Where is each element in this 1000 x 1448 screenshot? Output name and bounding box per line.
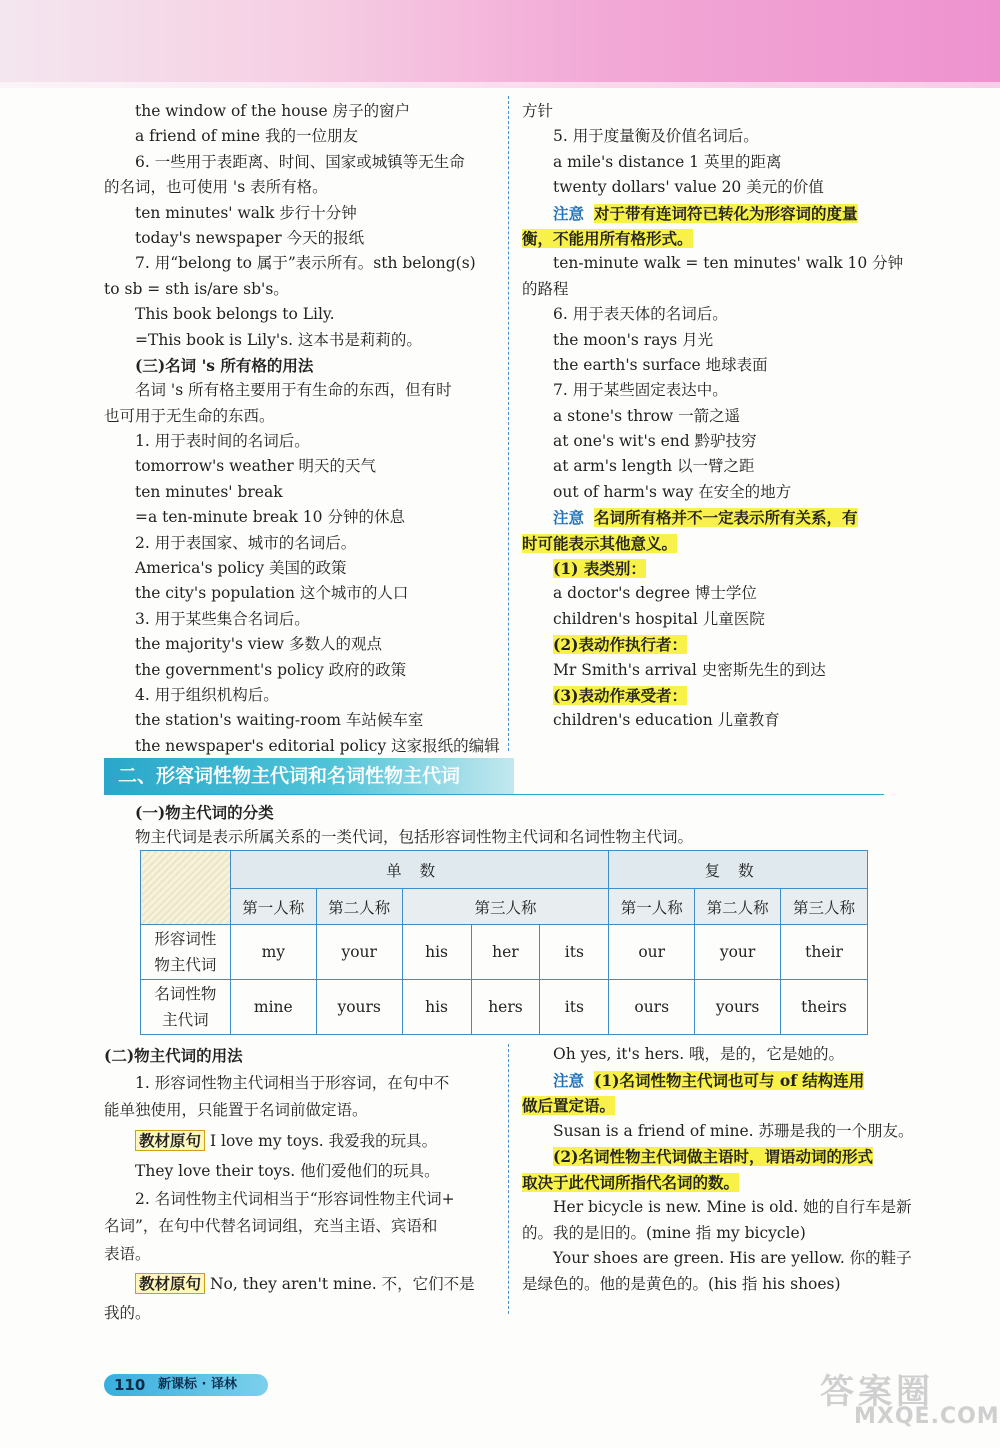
column-divider: [508, 1044, 509, 1314]
text-line: 1. 形容词性物主代词相当于形容词，在句中不: [135, 1073, 450, 1092]
header-person: 第二人称: [316, 889, 402, 925]
text-line: out of harm's way 在安全的地方: [553, 482, 792, 501]
table-cell: your: [695, 925, 781, 980]
text-line: a stone's throw 一箭之遥: [553, 406, 741, 425]
text-line: 4. 用于组织机构后。: [135, 685, 279, 704]
note-text: (1) 表类别：: [553, 559, 646, 579]
pronoun-table: [140, 850, 868, 1035]
table-corner: [141, 851, 231, 925]
text-line: Her bicycle is new. Mine is old. 她的自行车是新: [553, 1198, 912, 1216]
page-footer: [104, 1374, 268, 1396]
note-line: [522, 632, 912, 657]
note-line: [522, 683, 912, 708]
text-line: Susan is a friend of mine. 苏珊是我的一个朋友。: [553, 1121, 914, 1140]
table-cell: hers: [471, 980, 540, 1035]
note-line: [522, 505, 912, 530]
usage-left: [104, 1042, 496, 1328]
text-line: 物主代词是表示所属关系的一类代词，包括形容词性物主代词和名词性物主代词。: [135, 828, 694, 847]
header-person: 第一人称: [609, 889, 695, 925]
text-line: ten-minute walk = ten minutes' walk 10 分钟: [553, 254, 904, 273]
usage-right: [522, 1042, 912, 1297]
text-line: tomorrow's weather 明天的天气: [135, 457, 377, 476]
textbook-tag: 教材原句: [135, 1273, 205, 1294]
text-line: children's education 儿童教育: [553, 711, 780, 730]
text-line: 名词 's 所有格主要用于有生命的东西，但有时: [135, 381, 452, 400]
table-cell: our: [609, 925, 695, 980]
note-line: [522, 201, 912, 226]
text-line: Mr Smith's arrival 史密斯先生的到达: [553, 660, 826, 679]
text-line: today's newspaper 今天的报纸: [135, 228, 365, 247]
text-line: 是绿色的。他的是黄色的。(his 指 his shoes): [522, 1274, 841, 1293]
note-line: [522, 1093, 912, 1119]
note-text: (2)表动作执行者：: [553, 635, 687, 655]
note-line: [522, 226, 912, 251]
subheading: (三)名词 's 所有格的用法: [135, 355, 314, 375]
note-label: 注意: [553, 508, 585, 528]
text-line: 7. 用“belong to 属于”表示所有。sth belong(s): [135, 254, 476, 273]
header-person: 第一人称: [230, 889, 316, 925]
text-line: 方针: [522, 102, 554, 120]
text-line: the city's population 这个城市的人口: [135, 584, 409, 603]
text-line: 2. 用于表国家、城市的名词后。: [135, 533, 357, 552]
text-line: 的路程: [522, 279, 569, 298]
text-line: Oh yes, it's hers. 哦，是的，它是她的。: [553, 1045, 845, 1063]
left-column: [104, 99, 500, 759]
text-line: 1. 用于表时间的名词后。: [135, 432, 310, 451]
example-text: I love my toys. 我爱我的玩具。: [209, 1131, 438, 1150]
table-cell: yours: [316, 980, 402, 1035]
text-line: twenty dollars' value 20 美元的价值: [553, 178, 824, 197]
text-line: 6. 一些用于表距离、时间、国家或城镇等无生命: [135, 152, 465, 171]
text-line: 7. 用于某些固定表达中。: [553, 381, 728, 400]
text-line: 的名词，也可使用 's 表所有格。: [104, 178, 328, 197]
header-person: 第三人称: [781, 889, 868, 925]
watermark-text: 答案圈: [820, 1372, 934, 1412]
book-label: 新课标 · 译林: [158, 1377, 237, 1392]
table-cell: its: [540, 925, 609, 980]
header-person: 第二人称: [695, 889, 781, 925]
table-cell: her: [471, 925, 540, 980]
text-line: ten minutes' break: [135, 482, 283, 501]
section-title: 二、形容词性物主代词和名词性物主代词: [104, 758, 514, 794]
table-cell: his: [402, 925, 471, 980]
text-line: Your shoes are green. His are yellow. 你的鞋子: [553, 1249, 912, 1267]
text-line: the majority's view 多数人的观点: [135, 635, 382, 654]
table-cell: theirs: [781, 980, 868, 1035]
note-line: [522, 1170, 912, 1196]
watermark-logo: [820, 1364, 1000, 1434]
table-cell: its: [540, 980, 609, 1035]
text-line: ten minutes' walk 步行十分钟: [135, 203, 357, 222]
note-label: 注意: [553, 203, 585, 223]
text-line: a friend of mine 我的一位朋友: [135, 127, 359, 146]
textbook-tag: 教材原句: [135, 1130, 205, 1151]
note-line: [522, 1068, 912, 1094]
row-label: 名词性物主代词: [141, 980, 231, 1035]
note-text: (3)表动作承受者：: [553, 685, 687, 705]
text-line: 2. 名词性物主代词相当于“形容词性物主代词+: [135, 1189, 455, 1208]
note-text: (2)名词性物主代词做主语时，谓语动词的形式: [553, 1147, 873, 1166]
text-line: This book belongs to Lily.: [135, 305, 335, 324]
text-line: 6. 用于表天体的名词后。: [553, 305, 728, 324]
text-line: at arm's length 以一臂之距: [553, 457, 755, 476]
header-person: 第三人称: [402, 889, 609, 925]
text-line: at one's wit's end 黔驴技穷: [553, 432, 757, 451]
header-plural: 复数: [609, 851, 868, 889]
note-text: (1)名词性物主代词也可与 of 结构连用: [594, 1070, 865, 1090]
text-line: the station's waiting-room 车站候车室: [135, 711, 424, 730]
column-divider: [508, 96, 509, 751]
text-line: They love their toys. 他们爱他们的玩具。: [135, 1161, 440, 1180]
section-rule: [104, 794, 884, 795]
table-cell: his: [402, 980, 471, 1035]
note-line: [522, 531, 912, 556]
table-cell: yours: [695, 980, 781, 1035]
note-text: 时可能表示其他意义。: [522, 533, 678, 553]
text-line: 表语。: [104, 1244, 151, 1263]
text-line: the window of the house 房子的窗户: [135, 102, 411, 120]
text-line: 3. 用于某些集合名词后。: [135, 609, 310, 628]
text-line: the newspaper's editorial policy 这家报纸的编辑: [135, 736, 500, 755]
table-cell: your: [316, 925, 402, 980]
note-label: 注意: [553, 1070, 585, 1090]
note-text: 衡，不能用所有格形式。: [522, 228, 693, 248]
table-cell: their: [781, 925, 868, 980]
row-label: 形容词性物主代词: [141, 925, 231, 980]
text-line: =This book is Lily's. 这本书是莉莉的。: [135, 330, 422, 349]
text-line: 也可用于无生命的东西。: [104, 406, 275, 425]
subheading: (二)物主代词的用法: [104, 1046, 243, 1065]
note-line: [522, 1144, 912, 1170]
page-banner: [0, 0, 1000, 88]
table-cell: my: [230, 925, 316, 980]
table-cell: ours: [609, 980, 695, 1035]
right-column: [522, 99, 912, 734]
header-singular: 单数: [230, 851, 608, 889]
text-line: 名词”，在句中代替名词词组，充当主语、宾语和: [104, 1217, 438, 1235]
page-number: 110: [114, 1376, 146, 1394]
text-line: the earth's surface 地球表面: [553, 355, 768, 374]
text-line: children's hospital 儿童医院: [553, 609, 765, 628]
text-line: 的。我的是旧的。(mine 指 my bicycle): [522, 1223, 806, 1242]
section-intro: [104, 800, 884, 851]
note-text: 对于带有连词符已转化为形容词的度量: [594, 203, 858, 223]
text-line: America's policy 美国的政策: [135, 559, 347, 578]
example-line: [104, 1268, 496, 1300]
note-line: [522, 556, 912, 581]
text-line: 5. 用于度量衡及价值名词后。: [553, 127, 759, 146]
subheading: (一)物主代词的分类: [135, 803, 274, 822]
text-line: to sb = sth is/are sb's。: [104, 279, 289, 298]
text-line: the government's policy 政府的政策: [135, 660, 407, 679]
text-line: 我的。: [104, 1304, 151, 1322]
note-text: 名词所有格并不一定表示所有关系，有: [594, 508, 858, 528]
example-text: No, they aren't mine. 不，它们不是: [209, 1275, 475, 1293]
text-line: 能单独使用，只能置于名词前做定语。: [104, 1101, 368, 1119]
text-line: a mile's distance 1 英里的距离: [553, 152, 782, 171]
note-text: 做后置定语。: [522, 1096, 616, 1115]
note-text: 取决于此代词所指代名词的数。: [522, 1172, 740, 1192]
table-cell: mine: [230, 980, 316, 1035]
text-line: a doctor's degree 博士学位: [553, 584, 757, 603]
example-line: [104, 1125, 496, 1157]
text-line: the moon's rays 月光: [553, 330, 714, 349]
watermark-url: MXQE.COM: [854, 1404, 1000, 1429]
text-line: =a ten-minute break 10 分钟的休息: [135, 508, 405, 527]
